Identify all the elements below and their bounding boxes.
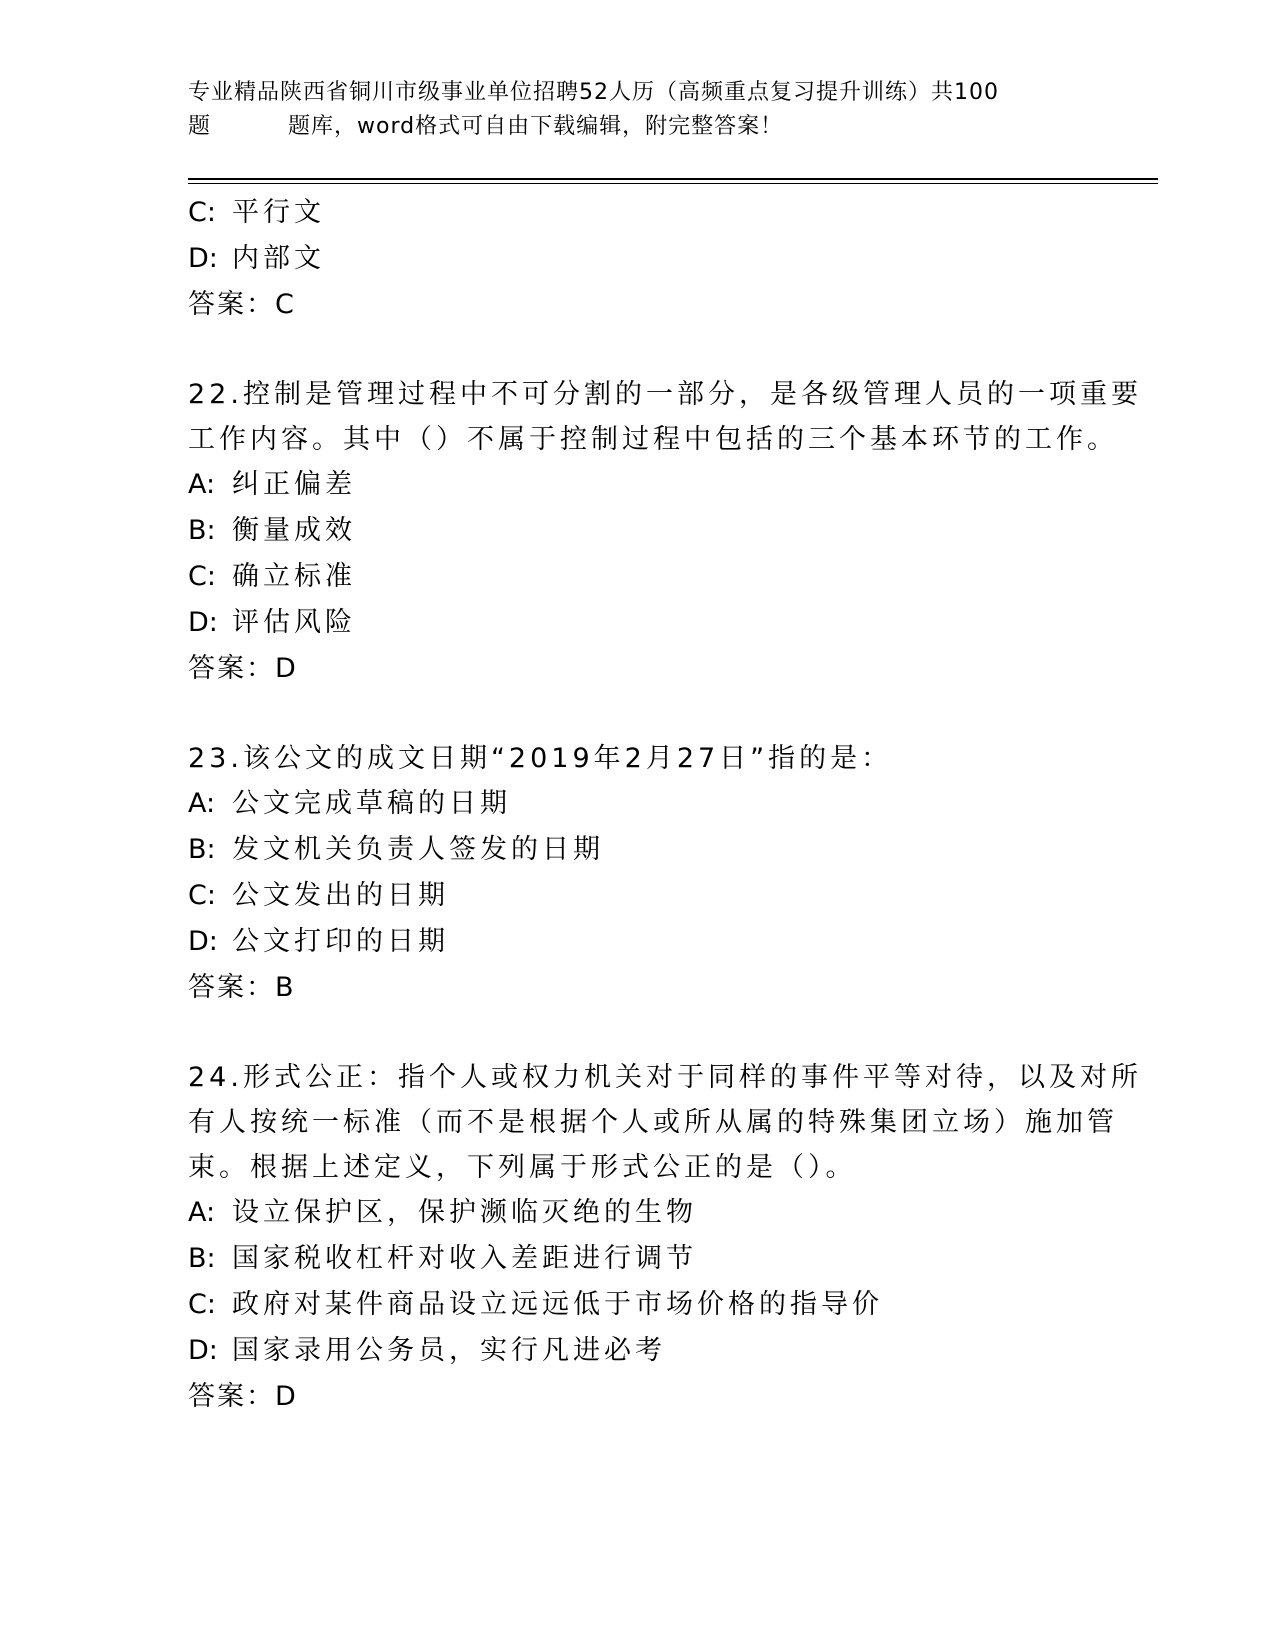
spacer — [188, 692, 1088, 736]
question-22 — [188, 372, 1142, 692]
option-key: C: — [188, 1289, 216, 1320]
option-c — [188, 1282, 1088, 1328]
header-divider-thin — [188, 183, 1158, 184]
question-stem-line: 工作内容。其中（）不属于控制过程中包括的三个基本环节的工作。 — [188, 424, 1118, 455]
question-24 — [188, 1055, 1142, 1420]
option-key: C: — [188, 561, 216, 592]
answer-line: 答案：C — [188, 289, 296, 320]
header-divider-thick — [188, 178, 1158, 180]
option-a — [188, 781, 1088, 827]
option-text: 设立保护区，保护濒临灭绝的生物 — [232, 1197, 697, 1228]
option-text: 纠正偏差 — [232, 469, 356, 500]
header-line-1: 专业精品陕西省铜川市级事业单位招聘52人历（高频重点复习提升训练）共100 — [188, 80, 999, 105]
option-key: B: — [188, 834, 216, 865]
option-c — [188, 873, 1088, 919]
answer-line: 答案：D — [188, 1381, 298, 1412]
option-text: 平行文 — [232, 197, 325, 228]
answer-line: 答案：D — [188, 653, 298, 684]
question-stem-line: 有人按统一标准（而不是根据个人或所从属的特殊集团立场）施加管 — [188, 1107, 1118, 1138]
option-text: 公文完成草稿的日期 — [232, 788, 511, 819]
question-stem-line: 23.该公文的成文日期“2019年2月27日”指的是： — [188, 743, 893, 774]
option-d — [188, 600, 1088, 646]
option-key: D: — [188, 926, 218, 957]
spacer — [188, 1011, 1088, 1055]
option-text: 公文发出的日期 — [232, 880, 449, 911]
option-text: 确立标准 — [232, 561, 356, 592]
header-line-2 — [188, 110, 1088, 144]
option-text: 内部文 — [232, 243, 325, 274]
option-b — [188, 827, 1088, 873]
option-key: D: — [188, 607, 218, 638]
option-key: C: — [188, 880, 216, 911]
question-stem-line: 束。根据上述定义，下列属于形式公正的是（）。 — [188, 1152, 857, 1183]
header-line-2-rest: 题库，word格式可自由下载编辑，附完整答案！ — [288, 114, 784, 139]
option-b — [188, 508, 1088, 554]
header-line-2-lead: 题 — [188, 114, 212, 139]
question-stem-line: 24.形式公正：指个人或权力机关对于同样的事件平等对待，以及对所 — [188, 1062, 1142, 1093]
option-d — [188, 236, 1088, 282]
option-key: A: — [188, 1197, 216, 1228]
option-text: 政府对某件商品设立远远低于市场价格的指导价 — [232, 1289, 883, 1320]
option-c — [188, 190, 1088, 236]
option-key: B: — [188, 515, 216, 546]
option-d — [188, 919, 1088, 965]
option-key: D: — [188, 243, 218, 274]
option-key: C: — [188, 197, 216, 228]
page-header — [188, 76, 1088, 144]
answer-line: 答案：B — [188, 972, 296, 1003]
prev-question-block — [188, 190, 1088, 328]
question-content — [188, 190, 1142, 1420]
option-a — [188, 1190, 1088, 1236]
option-key: A: — [188, 469, 216, 500]
spacer — [188, 328, 1088, 372]
option-d — [188, 1328, 1088, 1374]
option-key: D: — [188, 1335, 218, 1366]
option-text: 评估风险 — [232, 607, 356, 638]
option-key: A: — [188, 788, 216, 819]
question-23 — [188, 736, 1088, 1011]
option-a — [188, 462, 1088, 508]
option-text: 衡量成效 — [232, 515, 356, 546]
option-text: 国家录用公务员，实行凡进必考 — [232, 1335, 666, 1366]
option-c — [188, 554, 1088, 600]
option-b — [188, 1236, 1088, 1282]
option-key: B: — [188, 1243, 216, 1274]
option-text: 国家税收杠杆对收入差距进行调节 — [232, 1243, 697, 1274]
option-text: 公文打印的日期 — [232, 926, 449, 957]
option-text: 发文机关负责人签发的日期 — [232, 834, 604, 865]
question-stem-line: 22.控制是管理过程中不可分割的一部分，是各级管理人员的一项重要 — [188, 379, 1142, 410]
